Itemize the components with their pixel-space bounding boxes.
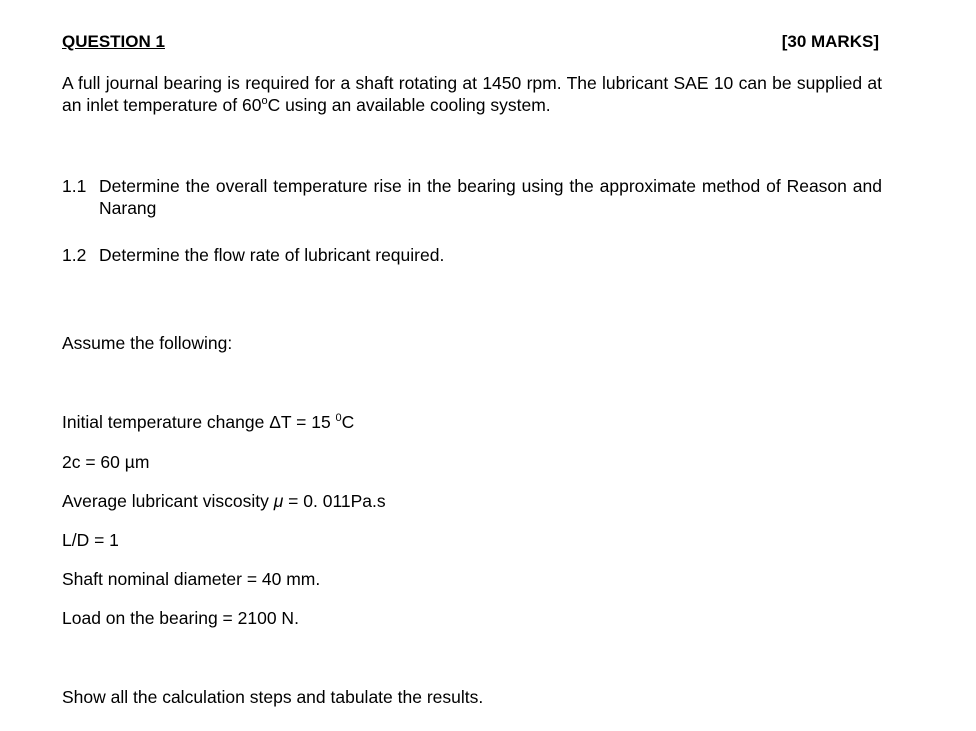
intro-paragraph [62, 72, 882, 116]
task-item-1 [62, 175, 882, 219]
viscosity-text: Average lubricant viscosity [62, 491, 274, 511]
task-text-1: Determine the overall temperature rise in the bearing using the approximate method of Reason and Narang [99, 176, 882, 218]
intro-text-part2: C using an available cooling system. [267, 95, 551, 115]
assumption-clearance: 2c = 60 µm [62, 452, 150, 472]
viscosity-value: = 0. 011Pa.s [283, 491, 386, 511]
viscosity-symbol: μ [273, 491, 284, 511]
task-number-2: 1.2 [62, 245, 87, 265]
assume-label: Assume the following: [62, 333, 233, 353]
delta-t-text: Initial temperature change ΔT = 15 [62, 412, 336, 432]
question-marks: [30 MARKS] [781, 32, 879, 51]
assumption-delta-t [62, 411, 354, 433]
assumption-viscosity [62, 490, 386, 512]
question-title: QUESTION 1 [62, 32, 165, 51]
intro-degree-mark: o [261, 95, 268, 107]
intro-text-part1: A full journal bearing is required for a shaft rotating at 1450 rpm. The lubricant SAE 10 can be supplied at an inlet temperature of 60 [62, 73, 882, 115]
assumption-load: Load on the bearing = 2100 N. [62, 608, 299, 628]
assumption-ld-ratio: L/D = 1 [62, 530, 119, 550]
task-item-2 [62, 244, 882, 266]
delta-t-unit: C [341, 412, 355, 432]
delta-t-superscript: 0 [335, 412, 342, 424]
assumption-diameter: Shaft nominal diameter = 40 mm. [62, 569, 321, 589]
task-number-1: 1.1 [62, 176, 87, 196]
instruction-footer: Show all the calculation steps and tabulate the results. [62, 687, 484, 707]
task-text-2: Determine the flow rate of lubricant required. [99, 245, 445, 265]
